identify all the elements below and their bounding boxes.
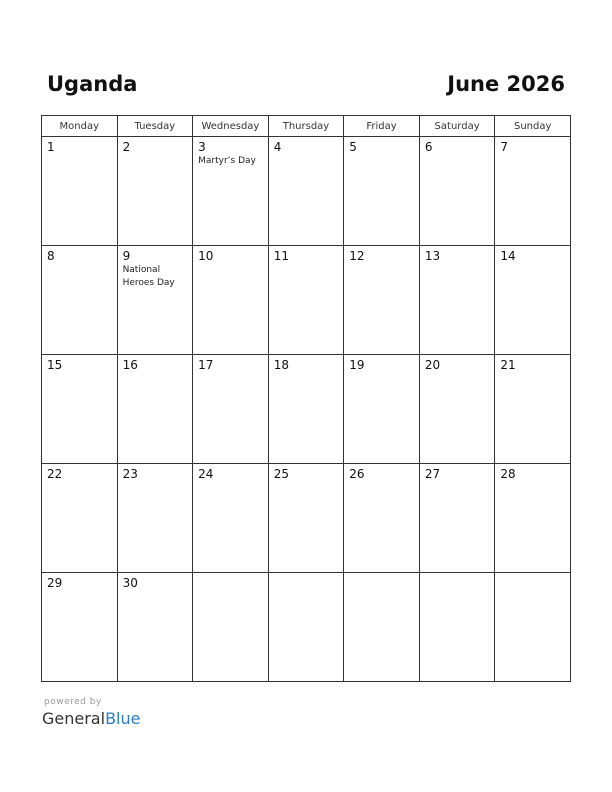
- holiday-label: Martyr’s Day: [198, 156, 256, 166]
- calendar-grid: [41, 115, 571, 682]
- day-number: 12: [349, 249, 365, 263]
- day-number: 4: [273, 140, 282, 154]
- day-cell: [117, 573, 193, 682]
- week-row: [42, 573, 571, 682]
- day-number: 11: [273, 249, 289, 263]
- weekday-header: Monday: [42, 116, 118, 137]
- day-number: 10: [198, 249, 214, 263]
- day-cell: [117, 246, 193, 355]
- day-cell: [344, 355, 420, 464]
- day-cell: [419, 464, 495, 573]
- day-cell: [268, 137, 344, 246]
- day-cell: [419, 355, 495, 464]
- day-number: 23: [122, 467, 138, 481]
- day-cell: [419, 137, 495, 246]
- week-row: [42, 355, 571, 464]
- weekday-header: Friday: [344, 116, 420, 137]
- day-number: 24: [198, 467, 214, 481]
- day-cell: [42, 355, 118, 464]
- day-cell: [419, 573, 495, 682]
- day-number: 16: [122, 358, 138, 372]
- weekday-header: Tuesday: [117, 116, 193, 137]
- day-cell: [117, 137, 193, 246]
- day-cell: [344, 137, 420, 246]
- day-cell: [495, 246, 571, 355]
- day-cell: [268, 246, 344, 355]
- day-cell: [344, 246, 420, 355]
- holiday-label: National Heroes Day: [122, 265, 175, 288]
- day-cell: [193, 137, 269, 246]
- week-row: [42, 137, 571, 246]
- day-cell: [268, 573, 344, 682]
- day-cell: [42, 246, 118, 355]
- weekday-header: Saturday: [419, 116, 495, 137]
- brand-logo-part2: Blue: [105, 709, 141, 728]
- day-cell: [344, 464, 420, 573]
- day-number: 7: [500, 140, 509, 154]
- week-row: [42, 464, 571, 573]
- brand-logo: [42, 709, 140, 728]
- weekday-header-row: [42, 116, 571, 137]
- day-number: 9: [122, 249, 131, 263]
- weekday-header: Sunday: [495, 116, 571, 137]
- day-number: 20: [424, 358, 441, 372]
- day-number: 13: [424, 249, 441, 263]
- day-number: 2: [122, 140, 131, 154]
- day-number: 29: [47, 576, 63, 590]
- day-cell: [268, 355, 344, 464]
- powered-by-label: powered by: [44, 697, 102, 707]
- day-cell: [495, 137, 571, 246]
- day-cell: [193, 573, 269, 682]
- day-number: 14: [500, 249, 516, 263]
- day-number: 21: [500, 358, 516, 372]
- day-number: 15: [47, 358, 63, 372]
- day-cell: [495, 573, 571, 682]
- day-cell: [193, 246, 269, 355]
- day-number: 30: [122, 576, 138, 590]
- day-cell: [495, 355, 571, 464]
- day-number: 1: [47, 140, 55, 154]
- day-number: 17: [198, 358, 214, 372]
- day-number: 26: [349, 467, 365, 481]
- month-title: June 2026: [447, 72, 565, 96]
- day-number: 8: [47, 249, 55, 263]
- day-cell: [42, 137, 118, 246]
- day-cell: [42, 573, 118, 682]
- day-number: 27: [424, 467, 441, 481]
- day-cell: [419, 246, 495, 355]
- day-cell: [193, 355, 269, 464]
- day-number: 22: [47, 467, 63, 481]
- day-number: 19: [349, 358, 365, 372]
- day-cell: [117, 355, 193, 464]
- day-cell: [344, 573, 420, 682]
- week-row: [42, 246, 571, 355]
- day-number: 18: [273, 358, 289, 372]
- day-number: 3: [198, 140, 206, 154]
- day-cell: [42, 464, 118, 573]
- weekday-header: Thursday: [268, 116, 344, 137]
- day-number: 28: [500, 467, 516, 481]
- brand-logo-part1: General: [42, 709, 106, 728]
- country-title: Uganda: [47, 72, 138, 96]
- weekday-header: Wednesday: [193, 116, 269, 137]
- day-cell: [495, 464, 571, 573]
- day-number: 25: [273, 467, 289, 481]
- day-number: 5: [349, 140, 357, 154]
- day-number: 6: [424, 140, 433, 154]
- day-cell: [193, 464, 269, 573]
- day-cell: [117, 464, 193, 573]
- day-cell: [268, 464, 344, 573]
